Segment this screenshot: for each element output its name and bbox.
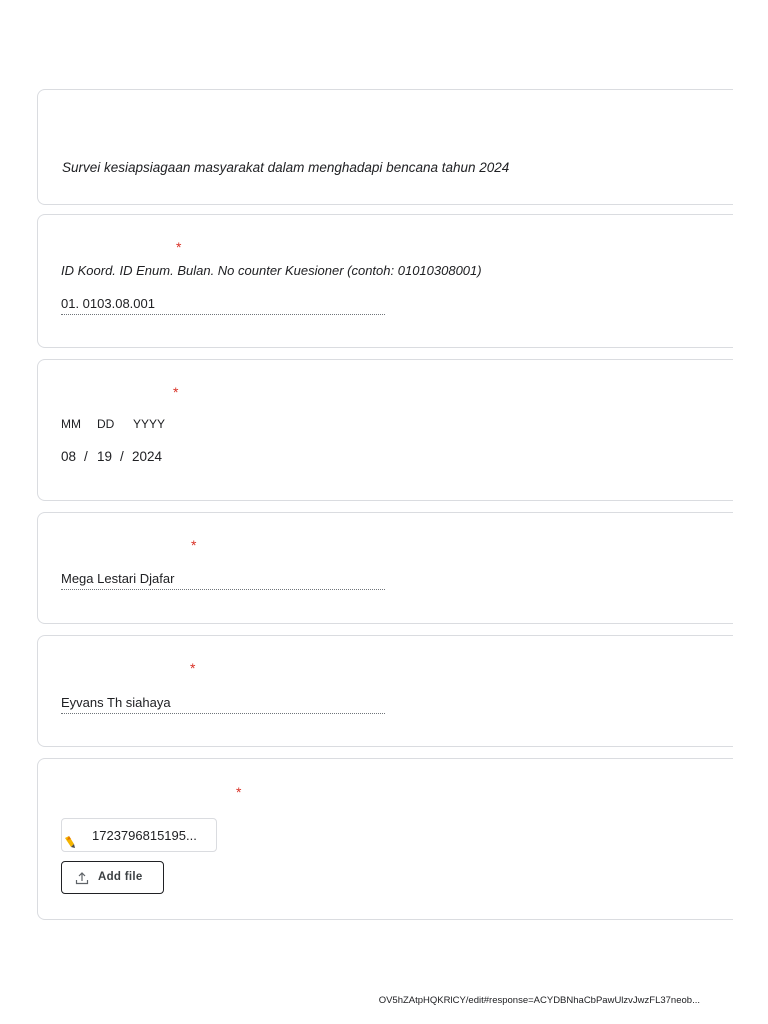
name-1-answer-field[interactable]: Mega Lestari Djafar <box>61 569 385 590</box>
required-asterisk: * <box>173 384 179 400</box>
required-asterisk: * <box>191 537 197 553</box>
date-day-value[interactable]: 19 <box>97 449 113 464</box>
date-month-value[interactable]: 08 <box>61 449 77 464</box>
upload-icon <box>75 871 89 885</box>
question-card-id <box>37 214 733 348</box>
add-file-button[interactable] <box>61 861 164 894</box>
question-card-name-2 <box>37 635 733 747</box>
image-file-icon <box>64 835 76 849</box>
question-helper-text: ID Koord. ID Enum. Bulan. No counter Kuesioner (contoh: 01010308001) <box>61 263 482 278</box>
form-description: Survei kesiapsiagaan masyarakat dalam menghadapi bencana tahun 2024 <box>62 160 510 175</box>
date-year-value[interactable]: 2024 <box>132 449 163 464</box>
required-asterisk: * <box>190 660 196 676</box>
question-card-name-1 <box>37 512 733 624</box>
name-2-answer-field[interactable]: Eyvans Th siahaya <box>61 693 385 714</box>
date-day-label: DD <box>97 417 115 431</box>
required-asterisk: * <box>236 784 242 800</box>
uploaded-file-name: 1723796815195... <box>92 828 197 843</box>
date-month-label: MM <box>61 417 81 431</box>
question-card-file-upload <box>37 758 733 920</box>
id-answer-field[interactable]: 01. 0103.08.001 <box>61 294 385 315</box>
add-file-label: Add file <box>98 871 143 883</box>
question-card-date <box>37 359 733 501</box>
form-description-card <box>37 89 733 205</box>
required-asterisk: * <box>176 239 182 255</box>
date-year-label: YYYY <box>133 417 166 431</box>
page-url-footer: OV5hZAtpHQKRlCY/edit#response=ACYDBNhaCbPawUlzvJwzFL37neob... <box>378 995 700 1006</box>
date-separator: / <box>120 449 124 464</box>
uploaded-file-chip[interactable] <box>61 818 217 852</box>
date-separator: / <box>84 449 88 464</box>
